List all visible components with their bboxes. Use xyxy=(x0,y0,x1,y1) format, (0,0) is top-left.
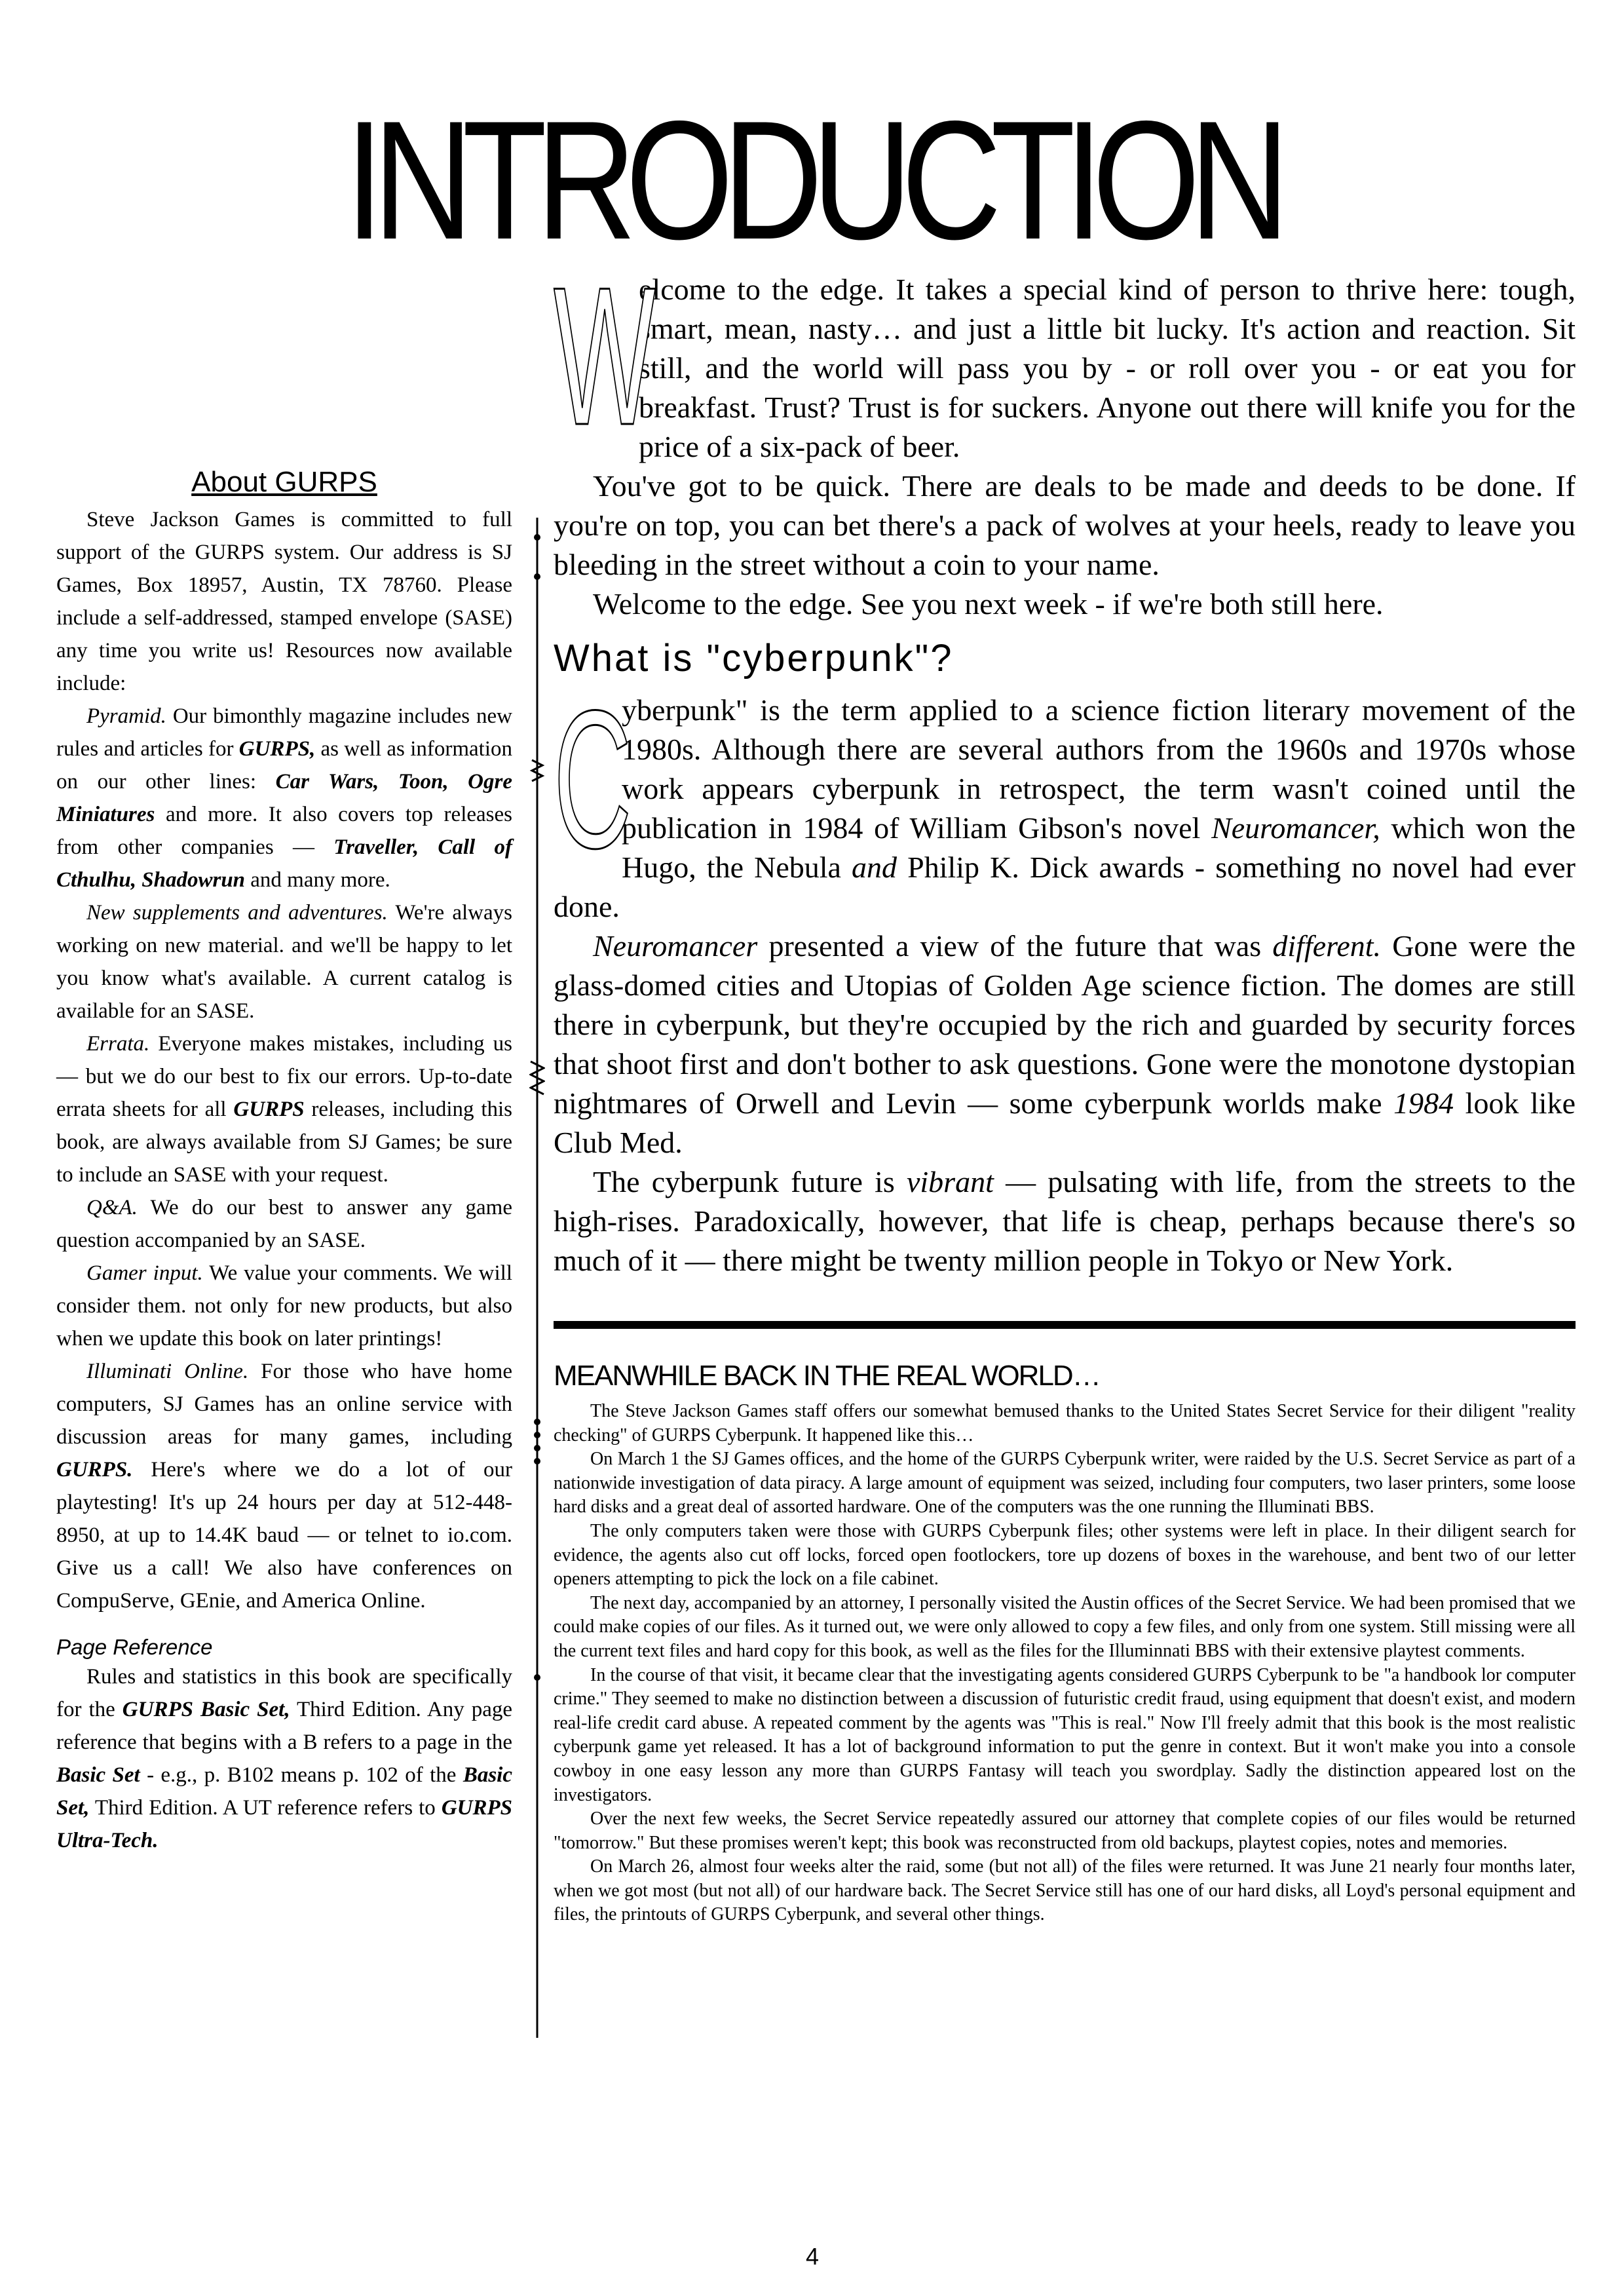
page-number: 4 xyxy=(805,2243,820,2270)
qa-paragraph: Q&A. We do our best to answer any game question accompanied by an SASE. xyxy=(56,1196,512,1252)
column-divider xyxy=(529,518,545,2038)
cyberpunk-heading: What is "cyberpunk"? xyxy=(554,637,954,679)
real-world-sidebar xyxy=(554,1358,1576,1927)
real-world-heading: MEANWHILE BACK IN THE REAL WORLD… xyxy=(554,1360,1100,1392)
main-column xyxy=(554,246,1576,1280)
real-world-paragraph: On March 1 the SJ Games offices, and the home of the GURPS Cyberpunk writer, were raided by the U.S. Secret Service as part of a nationwide investigation of data piracy. A large amount of equipment was seized, including four computers, two laser printers, some loose hard disks and a great deal of assorted hardware. One of the computers was the one running the Illuminati BBS. xyxy=(554,1449,1576,1518)
real-world-paragraph: In the course of that visit, it became clear that the investigating agents considered GURPS Cyberpunk to be "a handbook lor computer crime." They seemed to make no distinction between a discussion of futuristic credit fraud, using equipment that doesn't exist, and modern real-life credit card abuse. A repeated comment by the agents was "This is real." Now I'll freely admit that this book is the most realistic cyberpunk game yet released. It has a lot of background information to put the genre in context. But it won't make you into a console cowboy in one easy lesson any more than GURPS Fantasy will teach you swordplay. Sadly the distinction appeared lost on the investigators. xyxy=(554,1664,1576,1805)
drop-cap-w: W xyxy=(554,246,656,466)
pyramid-paragraph: Pyramid. Our bimonthly magazine includes new rules and articles for GURPS, as well as information on our other lines: Car Wars, Toon, Ogre Miniatures and more. It also covers top releases from other companies — Traveller, Call of Cthulhu, Shadowrun and many more. xyxy=(56,704,513,892)
real-world-paragraph: The next day, accompanied by an attorney, I personally visited the Austin offices of the Secret Service. We had been promised that we could make copies of our files. As it turned out, we were only allowed to copy a few files, and only from one system. Still missing were all the current text files and hard copy for this book, as well as the files for the Illuminnati BBS with their extensive playtest comments. xyxy=(554,1592,1576,1661)
real-world-paragraph: Over the next few weeks, the Secret Service repeatedly assured our attorney that complete copies of our files would be returned "tomorrow." But these promises weren't kept; this book was reconstructed from old backups, playtest copies, notes and memories. xyxy=(554,1808,1576,1853)
errata-paragraph: Errata. Everyone makes mistakes, including us — but we do our best to fix our errors. Up-to-date errata sheets for all GURPS releases, including this book, are always available from SJ Games; be sure to include an SASE with your request. xyxy=(56,1032,513,1187)
page-reference-paragraph: Rules and statistics in this book are specifically for the GURPS Basic Set, Third Edition. Any page reference that begins with a B refers to a page in the Basic Set - e.g., p. B102 means p. 102 of the Basic Set, Third Edition. A UT reference refers to GURPS Ultra-Tech. xyxy=(56,1665,513,1852)
gamer-input-paragraph: Gamer input. We value your comments. We will consider them. not only for new products, but also when we update this book on later printings! xyxy=(56,1261,512,1350)
page-title: INTRODUCTION xyxy=(345,85,1279,275)
intro-paragraph-2: You've got to be quick. There are deals to be made and deeds to be done. If you're on top, you can bet there's a pack of wolves at your heels, ready to leave you bleeding in the street without a coin to your name. xyxy=(554,469,1576,581)
drop-cap-c: C xyxy=(554,669,632,889)
section-rule xyxy=(554,1321,1576,1329)
sidebar-intro: Steve Jackson Games is committed to full support of the GURPS system. Our address is SJ Games, Box 18957, Austin, TX 78760. Please include a self-addressed, stamped envelope (SASE) any time you write us! Resources now available include: xyxy=(56,508,512,695)
real-world-paragraph: The Steve Jackson Games staff offers our somewhat bemused thanks to the United States Secret Service for their diligent "reality checking" of GURPS Cyberpunk. It happened like this… xyxy=(554,1401,1576,1445)
sidebar-heading: About GURPS xyxy=(191,466,377,498)
intro-paragraph-3: Welcome to the edge. See you next week - if we're both still here. xyxy=(593,587,1384,621)
intro-paragraph-1: W elcome to the edge. It takes a special kind of person to thrive here: tough, smart, mean, nasty… and just a little bit lucky. It's action and reaction. Sit still, and the world will pass you by - or roll over you - or eat you for breakfast. Trust? Trust is for suckers. Anyone out there will knife you for the price of a six-pack of beer. xyxy=(554,246,1576,466)
cyberpunk-paragraph-2: Neuromancer presented a view of the future that was different. Gone were the glass-domed cities and Utopias of Golden Age science fiction. The domes are still there in cyberpunk, but they're occupied by the rich and guarded by security forces that shoot first and don't bother to ask questions. Gone were the monotone dystopian nightmares of Orwell and Levin — some cyberpunk worlds make 1984 look like Club Med. xyxy=(554,929,1576,1159)
cyberpunk-paragraph-1: C yberpunk" is the term applied to a science fiction literary movement of the 1980s. Although there are several authors from the 1960s and 1970s whose work appears cyberpunk in retrospect, the term wasn't coined until the publication in 1984 of William Gibson's novel Neuromancer, which won the Hugo, the Nebula and Philip K. Dick awards - something no novel had ever done. xyxy=(554,669,1576,923)
cyberpunk-paragraph-3: The cyberpunk future is vibrant — pulsating with life, from the streets to the high-rises. Paradoxically, however, that life is cheap, perhaps because there's so much of it — there might be twenty million people in Tokyo or New York. xyxy=(554,1165,1576,1277)
real-world-paragraph: On March 26, almost four weeks alter the raid, some (but not all) of the files were returned. It was June 21 nearly four months later, when we got most (but not all) of our hardware back. The Secret Service still has one of our hard disks, all Loyd's personal equipment and files, the printouts of GURPS Cyberpunk, and several other things. xyxy=(554,1856,1576,1925)
real-world-paragraph: The only computers taken were those with GURPS Cyberpunk files; other systems were left in place. In their diligent search for evidence, the agents also cut off locks, forced open footlockers, tore up dozens of boxes in the warehouse, and bent two of our letter openers attempting to pick the lock on a file cabinet. xyxy=(554,1520,1576,1590)
new-supplements-paragraph: New supplements and adventures. We're always working on new material. and we'll be happy to let you know what's available. A current catalog is available for an SASE. xyxy=(56,901,513,1023)
sidebar-about-gurps xyxy=(56,464,512,1857)
illuminati-online-paragraph: Illuminati Online. For those who have home computers, SJ Games has an online service with discussion areas for many games, including GURPS. Here's where we do a lot of our playtesting! It's up 24 hours per day at 512-448-8950, at up to 14.4K baud — or telnet to io.com. Give us a call! We also have conferences on CompuServe, GEnie, and America Online. xyxy=(56,1360,512,1613)
page-reference-heading: Page Reference xyxy=(56,1635,213,1659)
